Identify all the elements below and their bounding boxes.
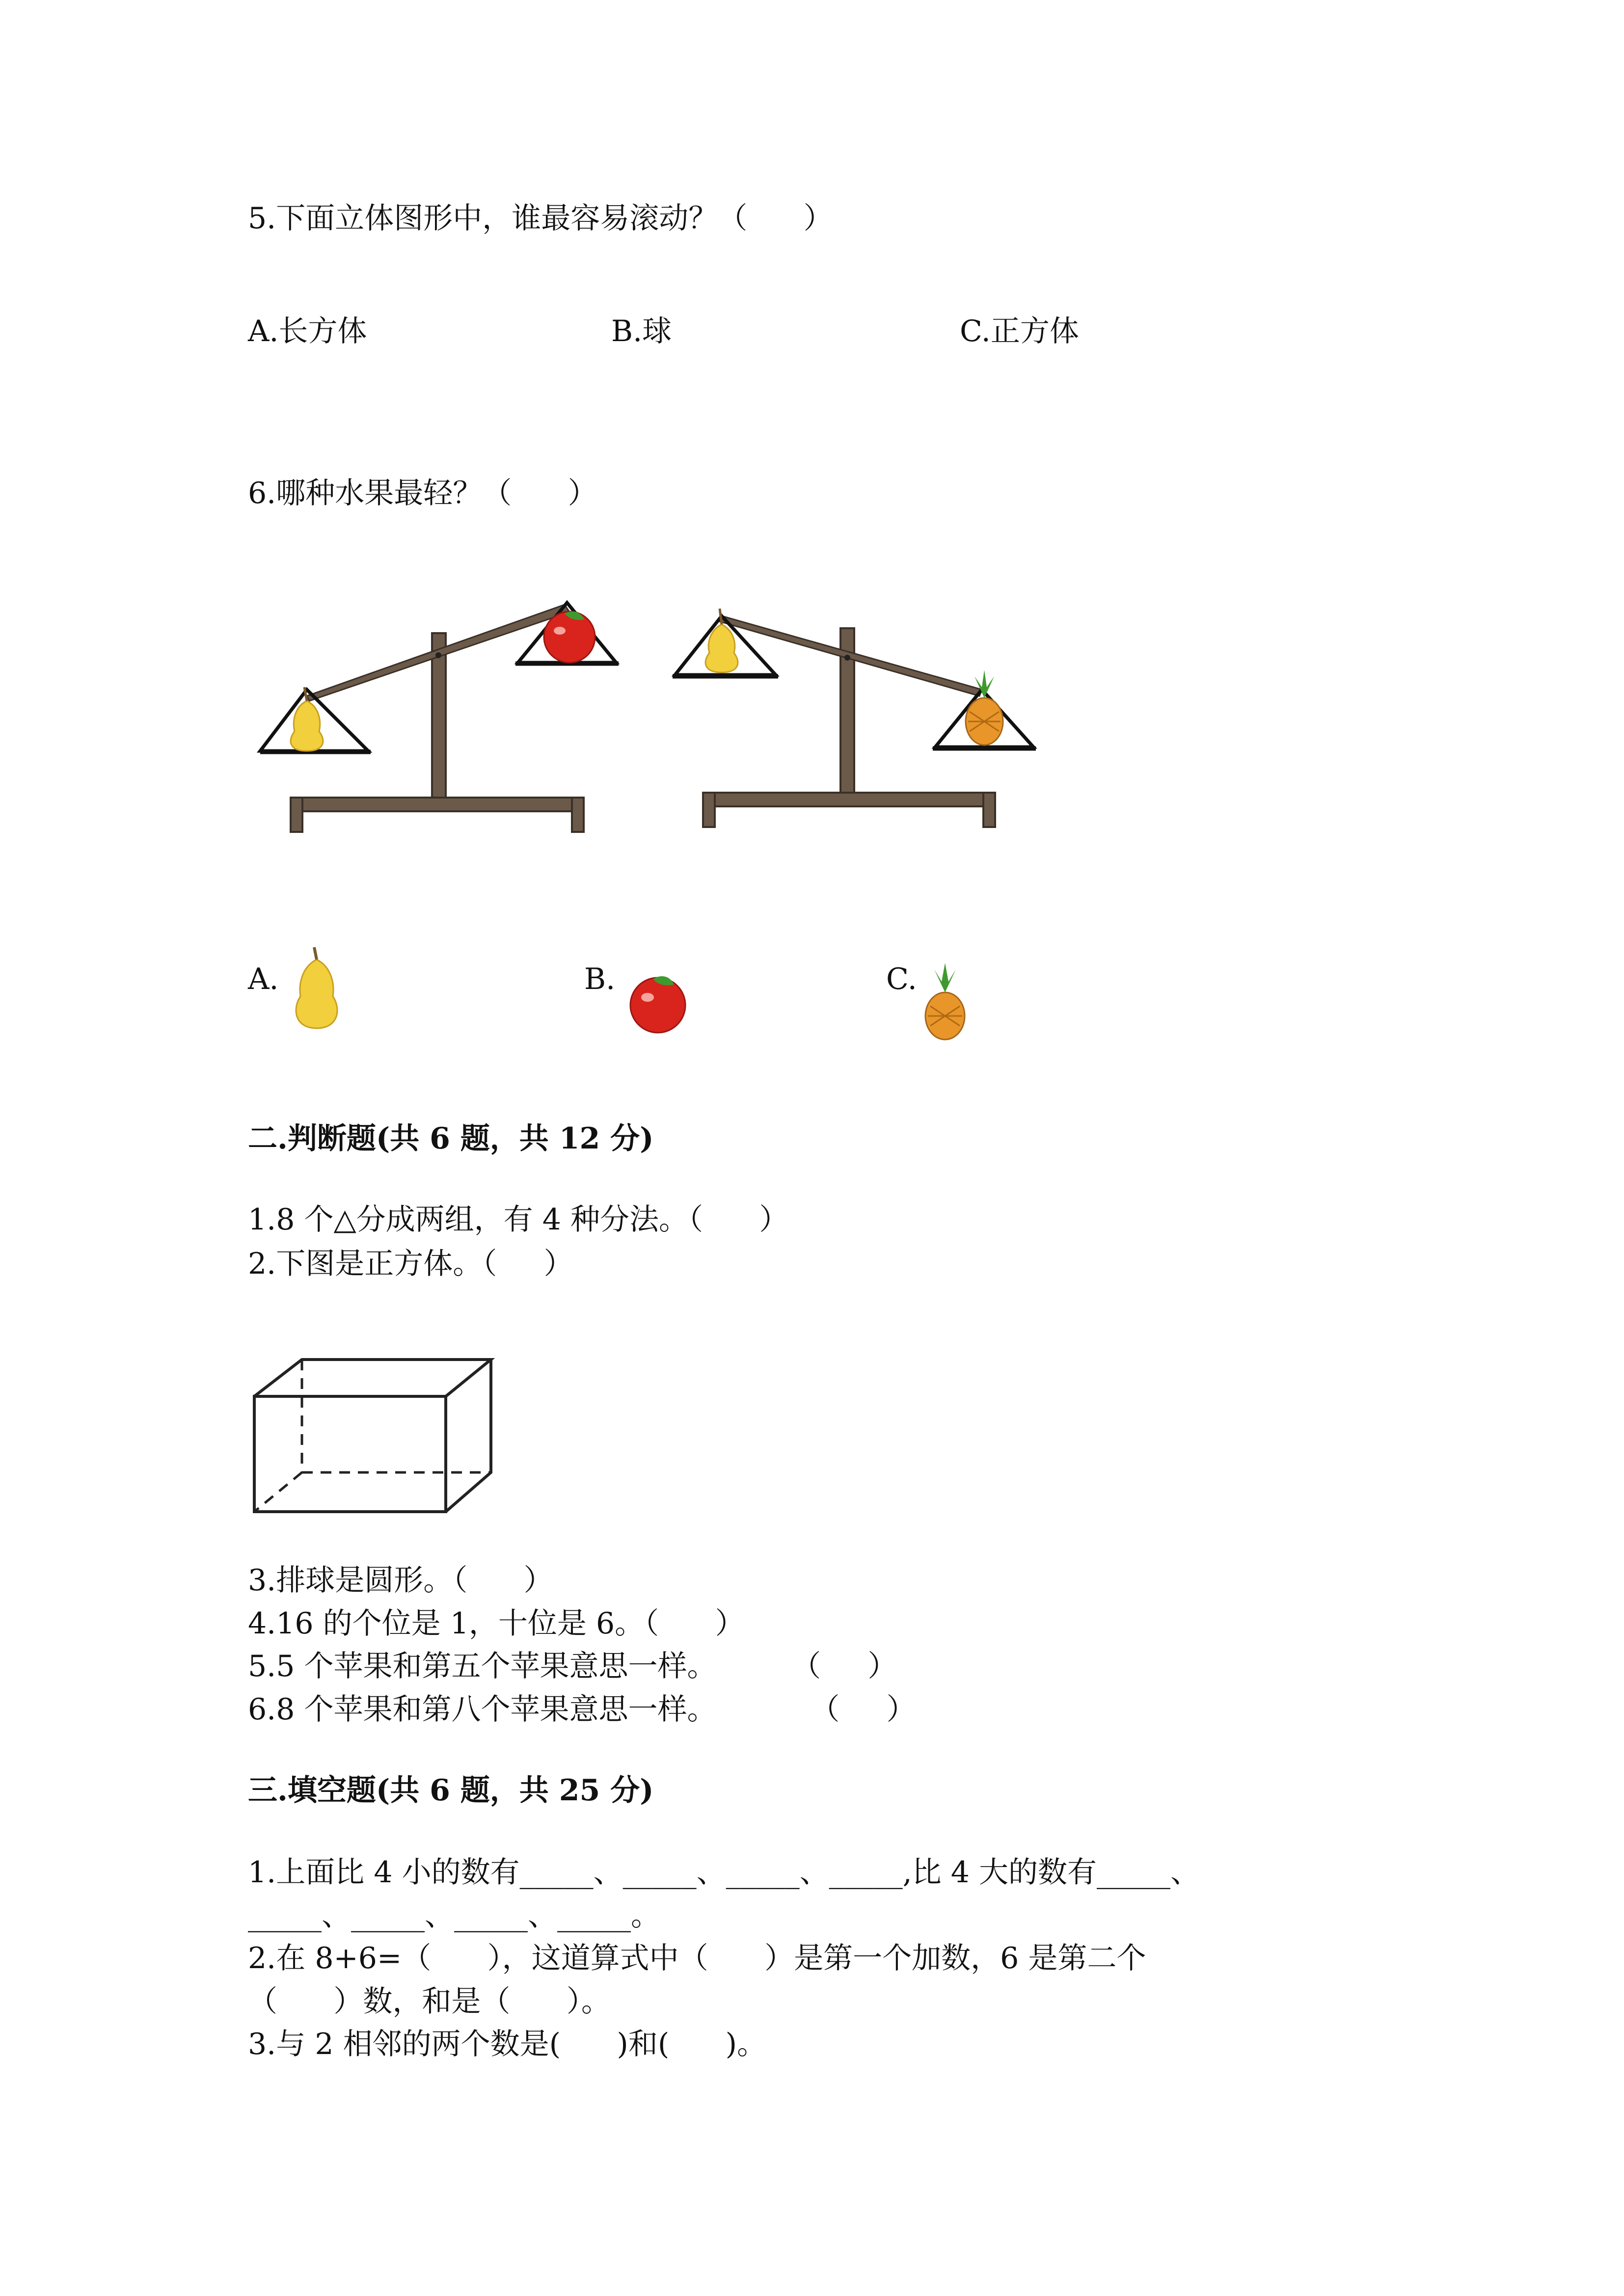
judge-item-4: 4.16 的个位是 1，十位是 6。（ ） [248, 1606, 745, 1641]
fill-item-2: 2.在 8+6=（ ），这道算式中（ ）是第一个加数，6 是第二个 [248, 1941, 1146, 1976]
q6-option-b[interactable]: B. [584, 962, 616, 996]
q5-stem: 5.下面立体图形中，谁最容易滚动？（ ） [248, 201, 833, 236]
judge-item-3: 3.排球是圆形。（ ） [248, 1563, 553, 1598]
q6-option-c[interactable]: C. [886, 962, 917, 996]
q6-option-a[interactable]: A. [248, 962, 279, 996]
q5-option-b[interactable]: B.球 [611, 314, 672, 348]
q5-option-a[interactable]: A.长方体 [248, 314, 367, 348]
q6-stem: 6.哪种水果最轻？（ ） [248, 476, 597, 510]
fill-section-heading: 三.填空题(共 6 题，共 25 分) [248, 1773, 654, 1808]
judge-item-1: 1.8 个△分成两组，有 4 种分法。（ ） [248, 1202, 789, 1237]
fill-item-1-cont: _____、_____、_____、_____。 [248, 1898, 660, 1933]
q5-option-c[interactable]: C.正方体 [960, 314, 1079, 348]
fill-item-1: 1.上面比 4 小的数有_____、_____、_____、_____,比 4 大的数有_____、 [248, 1855, 1200, 1890]
judge-item-5: 5.5 个苹果和第五个苹果意思一样。 （ ） [248, 1649, 897, 1683]
fill-item-3: 3.与 2 相邻的两个数是( )和( )。 [248, 2027, 767, 2061]
judge-item-2: 2.下图是正方体。（ ） [248, 1247, 573, 1281]
judge-item-6: 6.8 个苹果和第八个苹果意思一样。 （ ） [248, 1692, 916, 1727]
fill-item-2-cont: （ ）数，和是（ ）。 [248, 1984, 611, 2019]
judge-section-heading: 二.判断题(共 6 题，共 12 分) [248, 1121, 654, 1156]
